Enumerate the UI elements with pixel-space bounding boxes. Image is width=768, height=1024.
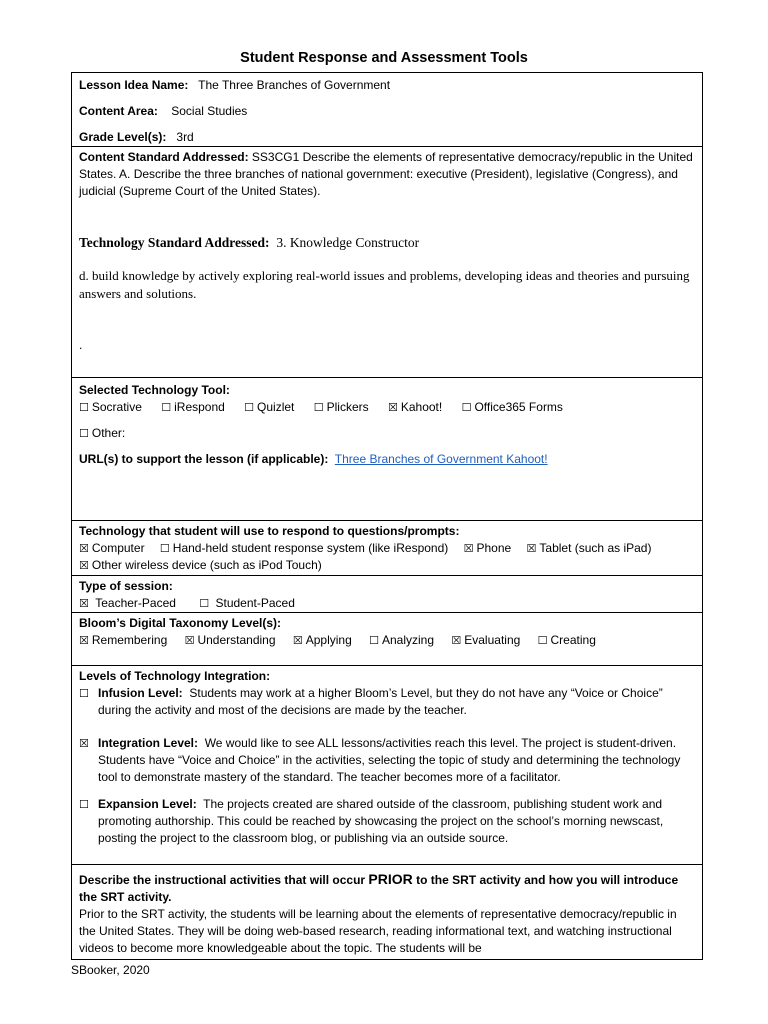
tool-option-label: Kahoot! [400, 400, 443, 414]
url-row [79, 451, 695, 468]
tool-label: Selected Technology Tool: [79, 383, 230, 397]
url-label: URL(s) to support the lesson (if applicable): [79, 452, 329, 466]
tool-other[interactable] [79, 425, 695, 442]
footer-credit: SBooker, 2020 [71, 963, 150, 977]
lesson-name-label: Lesson Idea Name: [79, 78, 189, 92]
session-label: Type of session: [79, 579, 173, 593]
level-description: We would like to see ALL lessons/activities reach this level. The project is student-driven. Students have “Voice and Choice” in the activities, selecting the topic of study and determining the technology tool to demonstrate mastery of the standard. The teacher becomes more of a facilitator. [98, 736, 681, 784]
checkbox-icon[interactable]: ☐ [79, 427, 89, 440]
checkbox-icon[interactable]: ☐ [537, 634, 548, 647]
respond-cell [72, 521, 702, 576]
bloom-label: Bloom’s Digital Taxonomy Level(s): [79, 616, 282, 630]
prior-question-start: Describe the instructional activities that will occur [79, 873, 366, 887]
prior-answer: Prior to the SRT activity, the students will be learning about the elements of representative democracy/republic in the United States. They will be doing web-based research, reading informational text, and watching instructional videos to become more knowledgeable about the topic. The students will be [79, 907, 677, 955]
session-option[interactable] [79, 595, 176, 612]
respond-option[interactable] [160, 540, 448, 557]
checked-box-icon[interactable]: ☒ [463, 542, 474, 555]
respond-option-label: Phone [476, 541, 512, 555]
level-name: Integration Level: [98, 736, 199, 750]
bloom-option-label: Understanding [197, 633, 276, 647]
checkbox-icon[interactable]: ☐ [161, 401, 172, 414]
checkbox-icon[interactable]: ☐ [461, 401, 472, 414]
content-standard [79, 149, 695, 200]
prior-question [79, 871, 695, 906]
grade-level-row [79, 129, 695, 146]
content-area-value: Social Studies [171, 104, 248, 118]
lesson-info-cell [72, 73, 702, 147]
session-options [79, 595, 695, 612]
tech-standard-label: Technology Standard Addressed: [79, 235, 270, 250]
respond-option-label: Computer [91, 541, 145, 555]
session-option-label: Student-Paced [215, 596, 295, 610]
lesson-name-row [79, 77, 695, 94]
bloom-options [79, 632, 695, 649]
tool-option-label: Plickers [326, 400, 369, 414]
level-name: Expansion Level: [98, 797, 197, 811]
session-cell [72, 576, 702, 613]
checkbox-icon[interactable]: ☐ [244, 401, 255, 414]
standards-cell [72, 147, 702, 378]
integration-level-text [98, 735, 695, 786]
checkbox-icon[interactable]: ☐ [79, 401, 89, 414]
checked-box-icon[interactable]: ☒ [184, 634, 195, 647]
checked-box-icon[interactable]: ☒ [79, 542, 89, 555]
bloom-option-label: Creating [550, 633, 596, 647]
content-standard-text: SS3CG1 Describe the elements of representative democracy/republic in the United States. A. Describe the three branches of national government: executive (President), legislative (Congress), and judicial (Supreme Court of the United States). [79, 150, 693, 198]
tool-option[interactable] [462, 399, 563, 416]
checkbox-icon[interactable]: ☐ [313, 401, 324, 414]
bloom-option-label: Evaluating [464, 633, 521, 647]
respond-option-label: Hand-held student response system (like iRespond) [172, 541, 449, 555]
bloom-option-label: Analyzing [382, 633, 435, 647]
respond-other-label: Other wireless device (such as iPod Touch) [91, 558, 322, 572]
bloom-option[interactable] [185, 632, 276, 649]
respond-option[interactable] [79, 540, 145, 557]
bloom-option[interactable] [538, 632, 596, 649]
infusion-level-text [98, 685, 695, 719]
respond-option[interactable] [527, 540, 652, 557]
tool-cell [72, 378, 702, 521]
checkbox-icon[interactable]: ☐ [159, 542, 170, 555]
respond-option-label: Tablet (such as iPad) [539, 541, 652, 555]
content-standard-label: Content Standard Addressed: [79, 150, 249, 164]
checked-box-icon[interactable]: ☒ [79, 559, 89, 572]
tool-option-label: Socrative [91, 400, 142, 414]
bloom-cell [72, 613, 702, 666]
integration-cell [72, 666, 702, 865]
checked-box-icon[interactable]: ☒ [526, 542, 537, 555]
tool-option[interactable] [314, 399, 369, 416]
lesson-name-value: The Three Branches of Government [198, 78, 391, 92]
checked-box-icon[interactable]: ☒ [79, 634, 89, 647]
checkbox-icon[interactable]: ☐ [369, 634, 379, 647]
checked-box-icon[interactable]: ☒ [292, 634, 303, 647]
checked-box-icon[interactable]: ☒ [79, 597, 89, 610]
integration-label: Levels of Technology Integration: [79, 669, 271, 683]
bloom-option[interactable] [79, 632, 167, 649]
checked-box-icon[interactable]: ☒ [451, 634, 462, 647]
tool-option[interactable] [244, 399, 294, 416]
tool-option-label: Quizlet [257, 400, 295, 414]
infusion-level[interactable] [79, 685, 695, 719]
bloom-option[interactable] [451, 632, 520, 649]
tech-standard-dot: . [79, 338, 83, 352]
tool-option[interactable] [388, 399, 442, 416]
level-name: Infusion Level: [98, 686, 183, 700]
bloom-option[interactable] [293, 632, 352, 649]
respond-other[interactable] [79, 557, 695, 574]
checkbox-icon[interactable]: ☐ [79, 798, 89, 811]
tech-standard [79, 234, 695, 251]
tool-option-label: Office365 Forms [474, 400, 563, 414]
checked-box-icon[interactable]: ☒ [387, 401, 398, 414]
tool-options [79, 399, 695, 416]
respond-option[interactable] [464, 540, 512, 557]
content-area-row [79, 103, 695, 120]
tool-option[interactable] [79, 399, 142, 416]
tool-option-label: iRespond [174, 400, 225, 414]
bloom-option-label: Applying [305, 633, 352, 647]
checkbox-icon[interactable]: ☐ [79, 687, 89, 700]
checkbox-icon[interactable]: ☐ [199, 597, 210, 610]
respond-label: Technology that student will use to respond to questions/prompts: [79, 524, 460, 538]
tech-standard-value: 3. Knowledge Constructor [276, 235, 420, 250]
prior-question-end: to the SRT activity and how you will introduce the SRT activity. [79, 873, 679, 904]
respond-options [79, 540, 695, 557]
tech-standard-detail: d. build knowledge by actively exploring real-world issues and problems, developing ideas and theories and pursuing answers and solutions. [79, 268, 690, 301]
tool-other-label: Other: [91, 426, 126, 440]
integration-level[interactable] [79, 735, 695, 786]
grade-level-value: 3rd [176, 130, 194, 144]
content-area-label: Content Area: [79, 104, 158, 118]
tool-option[interactable] [161, 399, 225, 416]
expansion-level[interactable] [79, 796, 695, 847]
page-title: Student Response and Assessment Tools [240, 50, 528, 66]
level-description: The projects created are shared outside of the classroom, publishing student work and promoting authorship. This could be reached by showcasing the project on the school’s morning newscast, posting the project to the classroom blog, or publishing via an outside source. [98, 797, 664, 845]
bloom-option[interactable] [369, 632, 434, 649]
session-option-label: Teacher-Paced [95, 596, 176, 610]
prior-question-emphasis: PRIOR [368, 871, 413, 887]
grade-level-label: Grade Level(s): [79, 130, 167, 144]
level-description: Students may work at a higher Bloom’s Level, but they do not have any “Voice or Choice” during the activity and most of the decisions are made by the teacher. [98, 686, 663, 717]
form-table [71, 72, 703, 960]
expansion-level-text [98, 796, 695, 847]
bloom-option-label: Remembering [91, 633, 168, 647]
checked-box-icon[interactable]: ☒ [79, 737, 89, 750]
kahoot-link[interactable]: Three Branches of Government Kahoot! [334, 452, 548, 466]
prior-cell [72, 865, 702, 959]
session-option[interactable] [199, 595, 295, 612]
